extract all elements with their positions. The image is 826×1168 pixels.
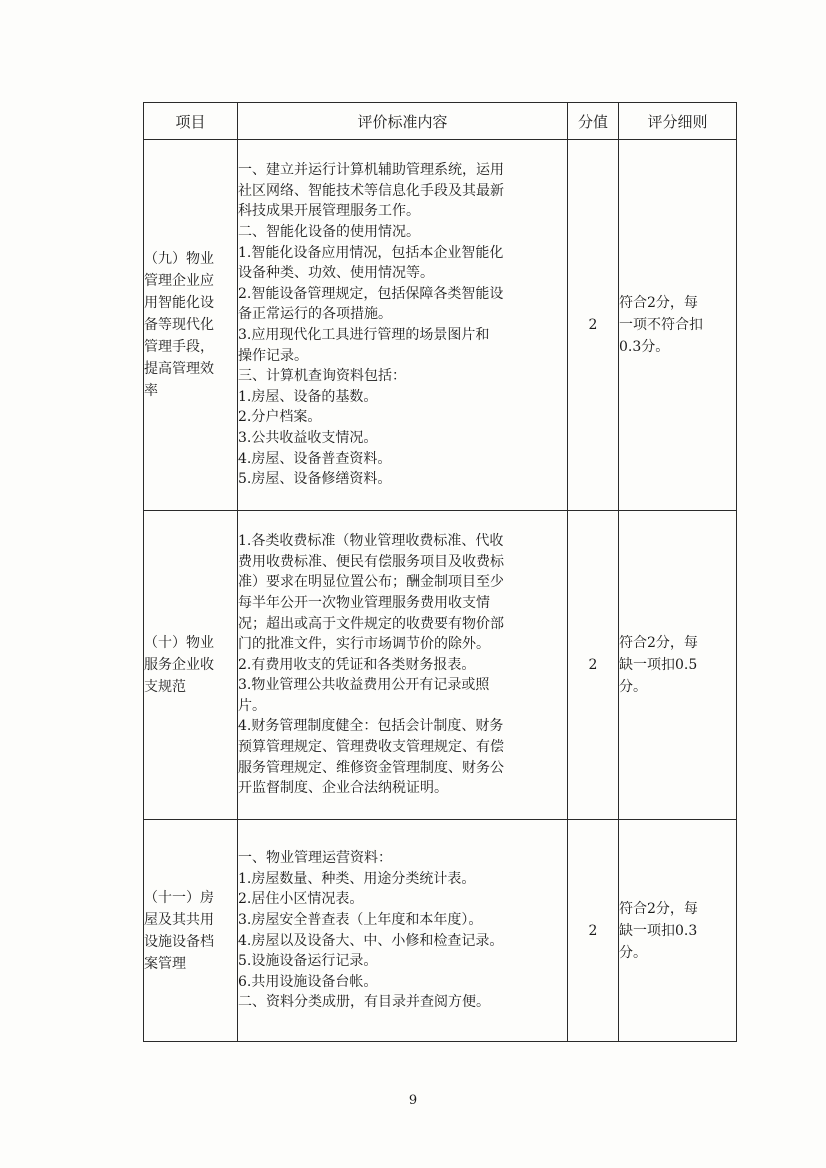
rule-cell [619, 140, 737, 511]
rule-cell-line: 0.3分。 [619, 339, 670, 355]
content-cell-line: 每半年公开一次物业管理服务费用收支情 [238, 594, 490, 611]
score-cell: 2 [568, 820, 619, 1042]
rule-cell-line: 符合2分，每 [619, 635, 698, 651]
header-item: 项目 [144, 103, 238, 140]
item-cell-line: （十一）房 [144, 889, 214, 906]
item-cell-line: 设施设备档 [144, 933, 214, 950]
content-cell-line: 1.智能化设备应用情况，包括本企业智能化 [238, 244, 504, 261]
item-cell-line: 备等现代化 [144, 317, 214, 333]
content-cell-line: 4.财务管理制度健全：包括会计制度、财务 [238, 718, 504, 735]
item-cell-line: （九）物业 [144, 251, 214, 267]
item-cell [144, 820, 238, 1042]
table-row [144, 511, 737, 820]
header-rule: 评分细则 [619, 103, 737, 140]
content-cell-line: 3.物业管理公共收益费用公开有记录或照 [238, 677, 490, 694]
content-cell-line: 4.房屋以及设备大、中、小修和检查记录。 [238, 932, 504, 949]
content-cell-line: 3.应用现代化工具进行管理的场景图片和 [238, 327, 490, 343]
item-cell-line: 管理手段， [144, 339, 214, 355]
content-cell-line: 设备种类、功效、使用情况等。 [238, 265, 434, 282]
item-cell-line: 案管理 [144, 955, 186, 972]
content-cell [238, 140, 568, 511]
item-cell-line: 管理企业应 [144, 273, 214, 289]
table-row [144, 140, 737, 511]
content-cell-line: 6.共用设施设备台帐。 [238, 973, 378, 990]
score-cell: 2 [568, 511, 619, 820]
content-cell-line: 2.分户档案。 [238, 409, 322, 426]
item-cell-line: 提高管理效 [144, 361, 214, 377]
content-cell-line: 1.房屋、设备的基数。 [238, 388, 378, 405]
item-cell-line: 服务企业收 [144, 657, 214, 673]
content-cell-line: 二、智能化设备的使用情况。 [238, 224, 420, 241]
item-cell-line: 屋及其共用 [144, 911, 214, 928]
rule-cell-line: 分。 [619, 944, 647, 961]
content-cell-line: 三、计算机查询资料包括： [238, 368, 406, 385]
content-cell-line: 门的批准文件，实行市场调节价的除外。 [238, 636, 490, 653]
rule-cell [619, 511, 737, 820]
item-cell-line: 率 [144, 383, 158, 399]
rule-cell-line: 缺一项扣0.3 [619, 922, 698, 939]
content-cell-line: 科技成果开展管理服务工作。 [238, 203, 420, 220]
content-cell-line: 预算管理规定、管理费收支管理规定、有偿 [238, 739, 504, 756]
content-cell [238, 511, 568, 820]
item-cell-line: 用智能化设 [144, 295, 214, 311]
content-cell-line: 1.各类收费标准（物业管理收费标准、代收 [238, 533, 504, 550]
content-cell-line: 3.公共收益收支情况。 [238, 429, 378, 446]
content-cell-line: 片。 [238, 697, 266, 714]
header-score: 分值 [568, 103, 619, 140]
content-cell-line: 一、物业管理运营资料： [238, 850, 392, 867]
content-cell-line: 费用收费标准、便民有偿服务项目及收费标 [238, 553, 504, 570]
score-cell: 2 [568, 140, 619, 511]
item-cell-line: （十）物业 [144, 635, 214, 651]
rule-cell-line: 符合2分，每 [619, 295, 698, 311]
content-cell-line: 一、建立并运行计算机辅助管理系统，运用 [238, 162, 504, 179]
content-cell-line: 1.房屋数量、种类、用途分类统计表。 [238, 870, 476, 887]
content-cell-line: 况；超出或高于文件规定的收费要有物价部 [238, 615, 504, 632]
content-cell-line: 二、资料分类成册，有目录并查阅方便。 [238, 994, 490, 1011]
header-row [144, 103, 737, 140]
content-cell-line: 准）要求在明显位置公布；酬金制项目至少 [238, 574, 504, 591]
content-cell-line: 服务管理规定、维修资金管理制度、财务公 [238, 759, 504, 776]
rule-cell-line: 符合2分，每 [619, 900, 698, 917]
rule-cell-line: 分。 [619, 679, 647, 695]
rule-cell-line: 缺一项扣0.5 [619, 657, 698, 673]
content-cell-line: 5.设施设备运行记录。 [238, 953, 378, 970]
header-content: 评价标准内容 [238, 103, 568, 140]
item-cell [144, 140, 238, 511]
page-number: 9 [408, 1093, 418, 1108]
content-cell-line: 3.房屋安全普查表（上年度和本年度）。 [238, 911, 483, 928]
item-cell-line: 支规范 [144, 679, 186, 695]
content-cell-line: 2.有费用收支的凭证和各类财务报表。 [238, 656, 476, 673]
rule-cell [619, 820, 737, 1042]
evaluation-table [143, 102, 737, 1042]
content-cell-line: 2.智能设备管理规定，包括保障各类智能设 [238, 285, 504, 302]
content-cell-line: 2.居住小区情况表。 [238, 891, 364, 908]
content-cell-line: 开监督制度、企业合法纳税证明。 [238, 780, 448, 797]
table-row [144, 820, 737, 1042]
content-cell [238, 820, 568, 1042]
rule-cell-line: 一项不符合扣 [619, 317, 703, 333]
content-cell-line: 操作记录。 [238, 347, 308, 364]
content-cell-line: 4.房屋、设备普查资料。 [238, 450, 392, 467]
content-cell-line: 5.房屋、设备修缮资料。 [238, 471, 392, 488]
item-cell [144, 511, 238, 820]
content-cell-line: 备正常运行的各项措施。 [238, 306, 392, 323]
content-cell-line: 社区网络、智能技术等信息化手段及其最新 [238, 182, 504, 199]
